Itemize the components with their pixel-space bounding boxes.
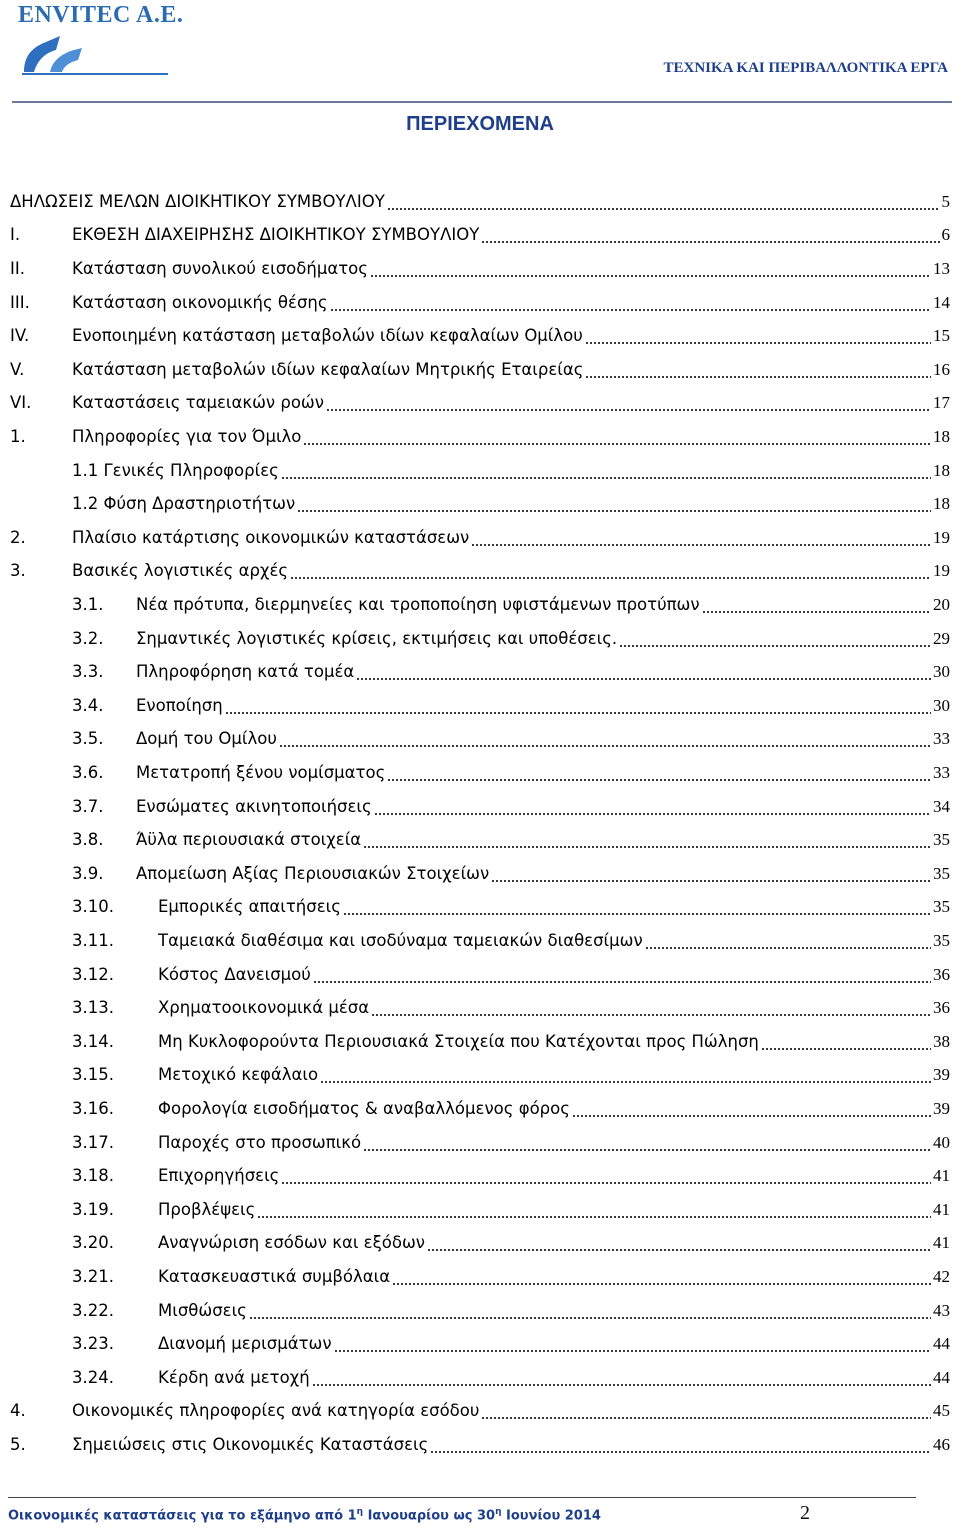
- toc-entry[interactable]: [72, 655, 950, 689]
- toc-entry[interactable]: [72, 991, 950, 1025]
- toc-entry-label: Καταστάσεις ταμειακών ροών: [72, 393, 324, 413]
- toc-entry-number: 3.17.: [72, 1132, 114, 1152]
- toc-entry[interactable]: [72, 1193, 950, 1227]
- toc-entry[interactable]: [72, 1126, 950, 1160]
- toc-entry-page: 35: [933, 897, 950, 917]
- toc-entry-number: 4.: [10, 1401, 26, 1421]
- toc-dot-leader: [585, 360, 931, 380]
- toc-entry-number: 3.16.: [72, 1098, 114, 1118]
- toc-dot-leader: [313, 965, 931, 985]
- toc-dot-leader: [281, 461, 931, 481]
- toc-entry-number: 3.2.: [72, 628, 104, 648]
- toc-dot-leader: [471, 528, 931, 548]
- toc-entry-page: 18: [933, 460, 950, 480]
- toc-entry-page: 35: [933, 930, 950, 950]
- toc-entry-page: 39: [933, 1098, 950, 1118]
- toc-dot-leader: [356, 662, 931, 682]
- toc-entry-page: 44: [933, 1367, 950, 1387]
- toc-dot-leader: [427, 1233, 931, 1253]
- toc-entry-label: Ενοποιημένη κατάσταση μεταβολών ιδίων κεφαλαίων Ομίλου: [72, 326, 583, 346]
- toc-entry[interactable]: [72, 454, 950, 488]
- toc-entry-number: 3.10.: [72, 897, 114, 917]
- toc-entry-label: 1.2 Φύση Δραστηριοτήτων: [72, 494, 296, 514]
- toc-entry-number: 3.4.: [72, 695, 104, 715]
- toc-entry-label: Πληροφορίες για τον Όμιλο: [72, 426, 302, 446]
- toc-entry[interactable]: [72, 756, 950, 790]
- toc-entry-number: 3.15.: [72, 1065, 114, 1085]
- toc-entry-page: 36: [933, 964, 950, 984]
- toc-entry-page: 40: [933, 1132, 950, 1152]
- toc-entry-page: 33: [933, 762, 950, 782]
- toc-entry-label: Πληροφόρηση κατά τομέα: [136, 662, 355, 682]
- toc-entry-number: 3.12.: [72, 964, 114, 984]
- toc-entry[interactable]: [10, 555, 950, 589]
- toc-dot-leader: [702, 595, 931, 615]
- toc-entry-page: 35: [933, 830, 950, 850]
- footer-divider: [8, 1497, 916, 1498]
- toc-entry-page: 17: [933, 393, 950, 413]
- toc-entry-number: 3.1.: [72, 594, 104, 614]
- toc-entry[interactable]: [72, 622, 950, 656]
- toc-entry-number: III.: [10, 292, 30, 312]
- toc-entry[interactable]: [10, 286, 950, 320]
- toc-entry-label: Προβλέψεις: [158, 1199, 256, 1219]
- toc-entry[interactable]: [10, 319, 950, 353]
- toc-entry[interactable]: [72, 1092, 950, 1126]
- toc-entry[interactable]: [72, 1025, 950, 1059]
- toc-dot-leader: [279, 729, 931, 749]
- toc-entry-label: Δομή του Ομίλου: [136, 729, 277, 749]
- footer-sup-a: η: [356, 1507, 364, 1517]
- toc-entry[interactable]: [72, 958, 950, 992]
- toc-entry-page: 18: [933, 494, 950, 514]
- toc-entry-label: Απομείωση Αξίας Περιουσιακών Στοιχείων: [136, 863, 490, 883]
- toc-entry-label: ΔΗΛΩΣΕΙΣ ΜΕΛΩΝ ΔΙΟΙΚΗΤΙΚΟΥ ΣΥΜΒΟΥΛΙΟΥ: [10, 191, 385, 211]
- toc-entry-number: 1.: [10, 426, 26, 446]
- toc-dot-leader: [334, 1334, 931, 1354]
- toc-entry-label: 1.1 Γενικές Πληροφορίες: [72, 460, 279, 480]
- toc-entry-number: V.: [10, 359, 25, 379]
- toc-entry[interactable]: [72, 790, 950, 824]
- toc-entry-label: Μισθώσεις: [158, 1300, 247, 1320]
- toc-entry-number: I.: [10, 225, 21, 245]
- toc-entry-page: 36: [933, 998, 950, 1018]
- toc-dot-leader: [330, 293, 931, 313]
- toc-entry-page: 45: [933, 1401, 950, 1421]
- company-tagline: ΤΕΧΝΙΚΑ ΚΑΙ ΠΕΡΙΒΑΛΛΟΝΤΙΚΑ ΕΡΓΑ: [663, 60, 948, 76]
- toc-entry-number: 3.13.: [72, 998, 114, 1018]
- company-logo: [12, 2, 182, 80]
- toc-entry[interactable]: [72, 1159, 950, 1193]
- toc-title: ΠΕΡΙΕΧΟΜΕΝΑ: [406, 113, 554, 135]
- toc-entry[interactable]: [72, 857, 950, 891]
- toc-entry-number: 3.3.: [72, 662, 104, 682]
- toc-entry-label: Διανομή μερισμάτων: [158, 1334, 332, 1354]
- toc-entry-page: 46: [933, 1434, 950, 1454]
- logo-mark-icon: [20, 28, 170, 76]
- toc-entry-page: 35: [933, 863, 950, 883]
- toc-entry[interactable]: [10, 353, 950, 387]
- toc-entry-page: 43: [933, 1300, 950, 1320]
- toc-entry-label: Νέα πρότυπα, διερμηνείες και τροποποίηση υφιστάμενων προτύπων: [136, 594, 700, 614]
- toc-dot-leader: [572, 1099, 931, 1119]
- toc-entry-label: Αναγνώριση εσόδων και εξόδων: [158, 1233, 426, 1253]
- toc-entry-number: 3.24.: [72, 1367, 114, 1387]
- toc-entry-page: 5: [941, 191, 950, 211]
- toc-entry-label: ΕΚΘΕΣΗ ΔΙΑΧΕΙΡΗΣΗΣ ΔΙΟΙΚΗΤΙΚΟΥ ΣΥΜΒΟΥΛΙΟΥ: [72, 225, 480, 245]
- toc-entry-number: 3.20.: [72, 1233, 114, 1253]
- toc-dot-leader: [257, 1200, 931, 1220]
- toc-entry[interactable]: [72, 487, 950, 521]
- footer-title: [8, 1507, 601, 1523]
- toc-entry[interactable]: [72, 1260, 950, 1294]
- toc-entry-label: Ταμειακά διαθέσιμα και ισοδύναμα ταμειακών διαθεσίμων: [158, 930, 643, 950]
- toc-entry-page: 41: [933, 1233, 950, 1253]
- toc-entry-page: 34: [933, 796, 950, 816]
- toc-dot-leader: [297, 494, 931, 514]
- toc-entry-number: 3.9.: [72, 863, 104, 883]
- toc-entry-page: 19: [933, 561, 950, 581]
- toc-entry-label: Βασικές λογιστικές αρχές: [72, 561, 289, 581]
- toc-entry-label: Χρηματοοικονομικά μέσα: [158, 998, 370, 1018]
- toc-entry-label: Μη Κυκλοφορούντα Περιουσιακά Στοιχεία που Κατέχονται προς Πώληση: [158, 1031, 759, 1051]
- toc-entry[interactable]: [72, 891, 950, 925]
- toc-dot-leader: [363, 1133, 931, 1153]
- toc-dot-leader: [387, 192, 940, 212]
- toc-entry-number: 3.21.: [72, 1266, 114, 1286]
- toc-entry-page: 41: [933, 1166, 950, 1186]
- toc-entry-page: 15: [933, 326, 950, 346]
- footer-page-number: 2: [800, 1502, 810, 1524]
- toc-entry-page: 14: [933, 292, 950, 312]
- toc-entry-label: Σημαντικές λογιστικές κρίσεις, εκτιμήσεις και υποθέσεις.: [136, 628, 618, 648]
- toc-entry-label: Άϋλα περιουσιακά στοιχεία: [136, 830, 362, 850]
- toc-entry[interactable]: [10, 420, 950, 454]
- toc-entry-page: 30: [933, 695, 950, 715]
- toc-dot-leader: [374, 797, 931, 817]
- toc-entry-number: VI.: [10, 393, 32, 413]
- toc-entry-label: Ενσώματες ακινητοποιήσεις: [136, 796, 372, 816]
- toc-entry-number: 3.8.: [72, 830, 104, 850]
- footer-text-c: Ιουνίου 2014: [501, 1508, 601, 1524]
- toc-dot-leader: [585, 326, 931, 346]
- toc-entry-label: Σημειώσεις στις Οικονομικές Καταστάσεις: [72, 1434, 429, 1454]
- header-divider: [12, 101, 952, 103]
- toc-dot-leader: [320, 1065, 931, 1085]
- toc-entry-number: 3.19.: [72, 1199, 114, 1219]
- footer-text-b: Ιανουαρίου ως 30: [363, 1508, 496, 1524]
- toc-dot-leader: [387, 763, 931, 783]
- toc-entry-label: Οικονομικές πληροφορίες ανά κατηγορία εσόδου: [72, 1401, 480, 1421]
- toc-dot-leader: [343, 897, 931, 917]
- toc-entry-number: 2.: [10, 527, 26, 547]
- toc-entry-page: 33: [933, 729, 950, 749]
- toc-entry[interactable]: [72, 1059, 950, 1093]
- logo-text: ENVITEC A.E.: [18, 2, 184, 28]
- toc-dot-leader: [619, 629, 931, 649]
- toc-entry-label: Μετοχικό κεφάλαιο: [158, 1065, 319, 1085]
- toc-dot-leader: [312, 1368, 931, 1388]
- toc-entry-page: 42: [933, 1266, 950, 1286]
- toc-entry-number: 3.7.: [72, 796, 104, 816]
- toc-entry[interactable]: [10, 1395, 950, 1429]
- toc-entry[interactable]: [10, 1428, 950, 1462]
- toc-entry-label: Κέρδη ανά μετοχή: [158, 1367, 310, 1387]
- toc-entry[interactable]: [72, 723, 950, 757]
- toc-entry[interactable]: [10, 521, 950, 555]
- toc-entry[interactable]: [72, 1361, 950, 1395]
- toc-dot-leader: [326, 393, 931, 413]
- toc-entry-label: Κατασκευαστικά συμβόλαια: [158, 1266, 391, 1286]
- toc-entry[interactable]: [72, 1294, 950, 1328]
- toc-dot-leader: [430, 1435, 931, 1455]
- toc-entry-label: Κατάσταση μεταβολών ιδίων κεφαλαίων Μητρικής Εταιρείας: [72, 359, 584, 379]
- toc-entry[interactable]: [10, 219, 950, 253]
- footer-text-a: Οικονομικές καταστάσεις για το εξάμηνο από 1: [8, 1508, 357, 1524]
- toc-entry[interactable]: [10, 387, 950, 421]
- toc-entry-number: 3.11.: [72, 930, 114, 950]
- toc-entry-page: 6: [941, 225, 950, 245]
- toc-entry-label: Εμπορικές απαιτήσεις: [158, 897, 341, 917]
- toc-entry-label: Επιχορηγήσεις: [158, 1166, 280, 1186]
- toc-dot-leader: [281, 1166, 931, 1186]
- toc-entry-label: Φορολογία εισοδήματος & αναβαλλόμενος φόρος: [158, 1098, 570, 1118]
- toc-entry-number: 3.18.: [72, 1166, 114, 1186]
- toc-dot-leader: [363, 830, 931, 850]
- toc-entry-number: II.: [10, 258, 25, 278]
- toc-entry[interactable]: [72, 823, 950, 857]
- toc-dot-leader: [481, 225, 939, 245]
- toc-dot-leader: [392, 1267, 931, 1287]
- toc-dot-leader: [371, 998, 931, 1018]
- toc-dot-leader: [645, 931, 931, 951]
- toc-entry[interactable]: [72, 924, 950, 958]
- toc-entry-number: 3.14.: [72, 1031, 114, 1051]
- toc-dot-leader: [303, 427, 931, 447]
- toc-dot-leader: [481, 1401, 931, 1421]
- toc-entry[interactable]: [10, 252, 950, 286]
- footer-sup-b: η: [495, 1507, 502, 1517]
- toc-dot-leader: [225, 696, 931, 716]
- toc-entry[interactable]: [72, 1227, 950, 1261]
- toc-entry-number: 3.22.: [72, 1300, 114, 1320]
- toc-entry[interactable]: [72, 689, 950, 723]
- toc-dot-leader: [491, 864, 931, 884]
- toc-entry-page: 44: [933, 1334, 950, 1354]
- toc-dot-leader: [290, 561, 931, 581]
- toc-entry-label: Κόστος Δανεισμού: [158, 964, 311, 984]
- toc-entry-label: Κατάσταση συνολικού εισοδήματος: [72, 258, 368, 278]
- toc-entry[interactable]: [72, 1327, 950, 1361]
- toc-entry-page: 29: [933, 628, 950, 648]
- toc-entry-page: 41: [933, 1199, 950, 1219]
- toc-dot-leader: [761, 1032, 931, 1052]
- toc-entry-number: 3.23.: [72, 1334, 114, 1354]
- toc-entry-page: 18: [933, 426, 950, 446]
- toc-entry-page: 13: [933, 258, 950, 278]
- toc-entry-page: 20: [933, 594, 950, 614]
- toc-entry-page: 38: [933, 1031, 950, 1051]
- toc-entry-page: 16: [933, 359, 950, 379]
- toc-entry-number: 3.6.: [72, 762, 104, 782]
- toc-entry-label: Παροχές στο προσωπικό: [158, 1132, 362, 1152]
- toc-entry-label: Πλαίσιο κατάρτισης οικονομικών καταστάσεων: [72, 527, 470, 547]
- toc-entry-number: 3.: [10, 561, 26, 581]
- toc-entry-label: Μετατροπή ξένου νομίσματος: [136, 762, 386, 782]
- toc-entry[interactable]: [10, 185, 950, 219]
- toc-entry-page: 19: [933, 527, 950, 547]
- toc-dot-leader: [249, 1301, 931, 1321]
- toc-dot-leader: [370, 259, 931, 279]
- toc-entry-page: 30: [933, 662, 950, 682]
- toc-entry-label: Κατάσταση οικονομικής θέσης: [72, 292, 328, 312]
- toc-entry-page: 39: [933, 1065, 950, 1085]
- toc-entry[interactable]: [72, 588, 950, 622]
- page-header: [0, 0, 960, 106]
- toc-entry-label: Ενοποίηση: [136, 695, 223, 715]
- toc-entry-number: 5.: [10, 1434, 26, 1454]
- toc-entry-number: IV.: [10, 326, 30, 346]
- toc-entry-number: 3.5.: [72, 729, 104, 749]
